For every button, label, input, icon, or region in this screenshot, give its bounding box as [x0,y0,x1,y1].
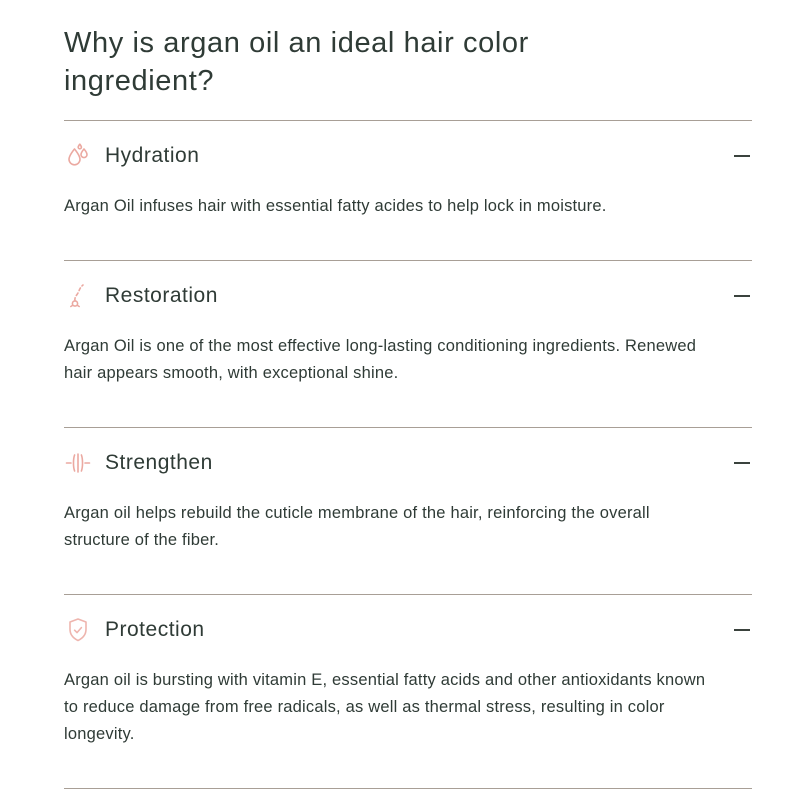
accordion-title: Restoration [105,284,218,307]
accordion-body: Argan Oil infuses hair with essential fatty acides to help lock in moisture. [64,197,607,215]
accordion-body: Argan oil is bursting with vitamin E, essential fatty acids and other antioxidants known to reduce damage from free radicals, as well as thermal stress, resulting in color longevity. [64,671,706,743]
accordion-item-strengthen [64,427,752,594]
accordion-item-restoration [64,260,752,427]
accordion-title: Hydration [105,144,200,167]
hair-follicle-icon [64,282,92,310]
accordion-body: Argan oil helps rebuild the cuticle membrane of the hair, reinforcing the overall structure of the fiber. [64,504,650,549]
droplets-icon [64,142,92,170]
accordion-body: Argan Oil is one of the most effective long-lasting conditioning ingredients. Renewed hair appears smooth, with exceptional shine. [64,337,697,382]
shield-check-icon [64,616,92,644]
accordion-title: Strengthen [105,451,213,474]
minus-icon[interactable] [734,455,750,471]
accordion-header-protection[interactable] [64,615,752,645]
faq-section [64,0,752,789]
page-title: Why is argan oil an ideal hair color ingredient? [64,27,529,97]
accordion-header-hydration[interactable] [64,141,752,171]
accordion-header-strengthen[interactable] [64,448,752,478]
accordion-item-hydration [64,120,752,260]
strengthen-fibers-icon [64,449,92,477]
minus-icon[interactable] [734,148,750,164]
bottom-divider [64,788,752,789]
accordion-item-protection [64,594,752,788]
benefits-accordion [64,120,752,789]
minus-icon[interactable] [734,288,750,304]
minus-icon[interactable] [734,622,750,638]
accordion-header-restoration[interactable] [64,281,752,311]
accordion-title: Protection [105,618,205,641]
